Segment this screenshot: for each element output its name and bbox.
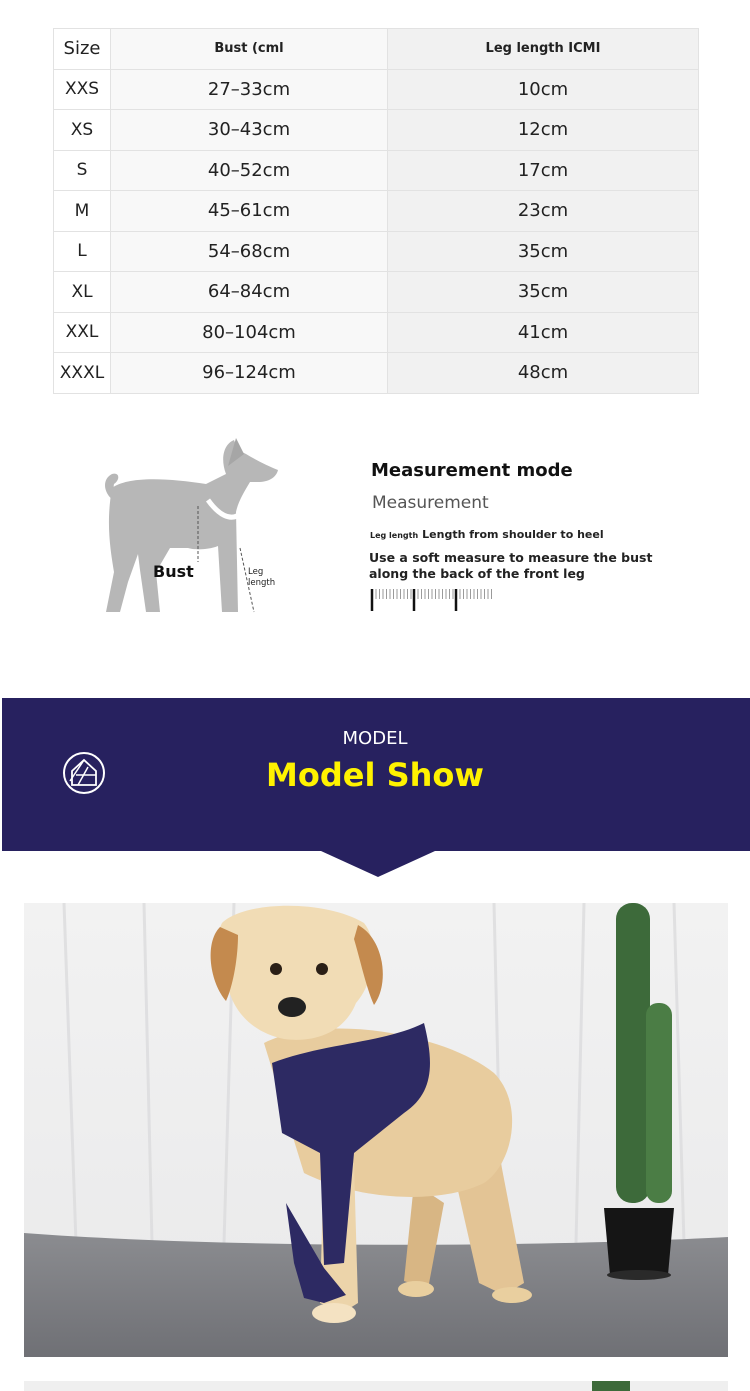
measurement-subtitle: Measurement [372,493,489,513]
bust-cell: 96–124cm [111,353,388,394]
header-bust: Bust (cml [111,29,388,70]
leg-length-cell: 35cm [388,272,699,313]
size-cell: L [54,231,111,272]
size-cell: XS [54,110,111,151]
size-cell: S [54,150,111,191]
bust-cell: 54–68cm [111,231,388,272]
size-row [54,231,699,272]
leg-length-cell: 23cm [388,191,699,232]
banner-kicker: MODEL [342,728,408,749]
size-cell: XXL [54,312,111,353]
second-photo-preview [24,1381,728,1391]
bust-cell: 80–104cm [111,312,388,353]
leg-length-cell: 48cm [388,353,699,394]
leg-length-cell: 41cm [388,312,699,353]
size-row [54,312,699,353]
leg-length-cell: 10cm [388,69,699,110]
dog-measurement-figure [98,436,288,618]
figure-leg-label-1: Leg [248,567,264,577]
banner-notch-arrow [321,851,435,877]
leg-length-note-text: Length from shoulder to heel [422,528,604,541]
banner-title: Model Show [266,756,484,794]
dog-in-navy-leg-sleeve-photo [24,903,728,1357]
bust-cell: 45–61cm [111,191,388,232]
size-row [54,272,699,313]
leg-length-note-prefix: Leg length [370,531,419,540]
bust-measure-note: Use a soft measure to measure the bust along the back of the front leg [369,550,653,581]
bust-cell: 64–84cm [111,272,388,313]
figure-leg-label-2: length [248,578,276,588]
size-cell: XXS [54,69,111,110]
header-leg-length: Leg length ICMI [388,29,699,70]
leg-length-cell: 35cm [388,231,699,272]
size-cell: XL [54,272,111,313]
bust-cell: 27–33cm [111,69,388,110]
size-row [54,191,699,232]
size-row [54,69,699,110]
leg-length-cell: 12cm [388,110,699,151]
measurement-title: Measurement mode [371,460,573,481]
size-row [54,150,699,191]
size-chart-table [53,28,699,394]
size-cell: M [54,191,111,232]
size-cell: XXXL [54,353,111,394]
size-row [54,353,699,394]
size-row [54,110,699,151]
ruler-icon [370,587,495,613]
figure-bust-label: Bust [153,562,194,581]
bust-cell: 40–52cm [111,150,388,191]
leg-length-note [370,528,604,541]
leg-length-cell: 17cm [388,150,699,191]
bust-cell: 30–43cm [111,110,388,151]
size-chart-header-row [54,29,699,70]
header-size: Size [54,29,111,70]
